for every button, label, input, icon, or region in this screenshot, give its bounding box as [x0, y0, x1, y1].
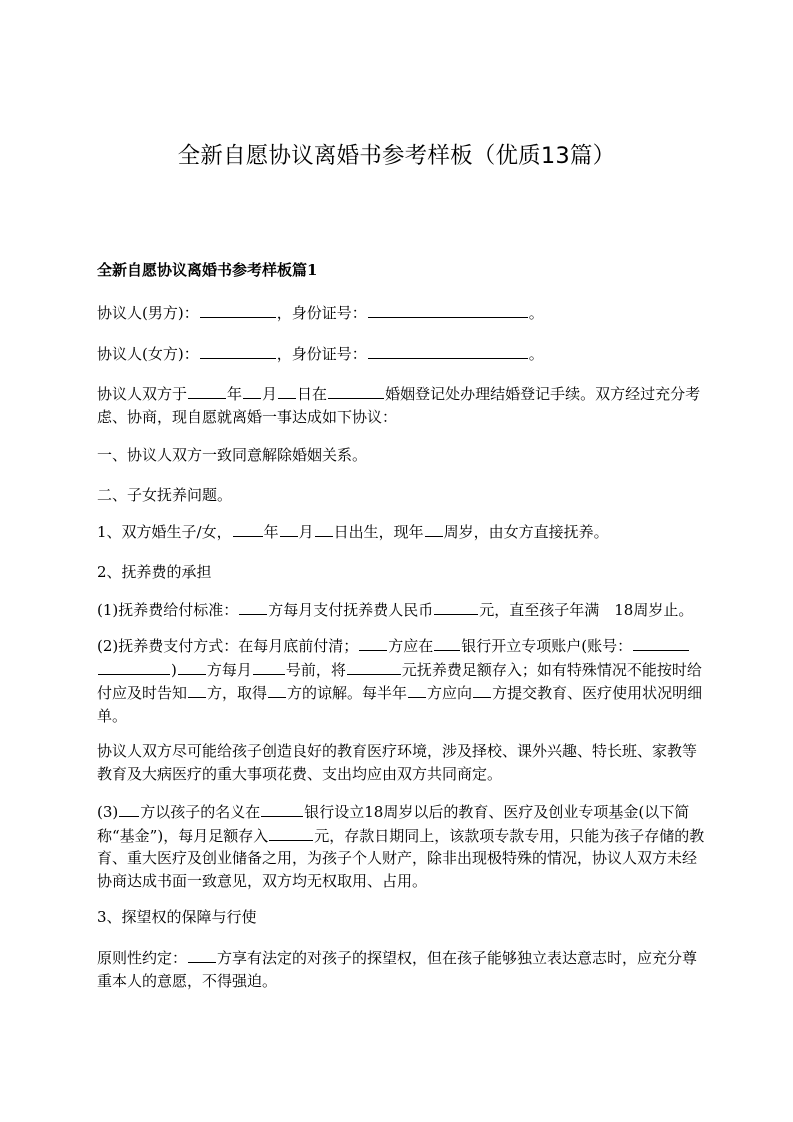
visitation-heading: 3、探望权的保障与行使 [97, 908, 257, 926]
text: (3) [97, 803, 119, 821]
account-number-blank-2[interactable] [98, 658, 170, 675]
education-paragraph: 协议人双方尽可能给孩子创造良好的教育医疗环境，涉及择校、课外兴趣、特长班、家教等教育及大病医疗的重大事项花费、支出均应由双方共同商定。 [97, 742, 698, 783]
child-support-heading: 2、抚养费的承担 [97, 563, 212, 581]
text: 方提交教育、医疗使用状况明细单。 [97, 684, 703, 725]
fund-bank-blank[interactable] [261, 800, 303, 817]
text: ) [171, 660, 177, 679]
text: 年 [227, 385, 243, 403]
birth-year-blank[interactable] [233, 520, 263, 537]
text: 方每月支付抚养费人民币 [268, 601, 434, 619]
pay-day-blank[interactable] [253, 658, 285, 675]
text: 银行开立专项账户(账号： [461, 637, 633, 655]
female-party-line [97, 342, 705, 366]
period: 。 [528, 345, 544, 363]
monthly-payer-blank[interactable] [178, 658, 206, 675]
report-from-blank[interactable] [408, 681, 426, 698]
child-birth-line [97, 520, 705, 544]
text: (2)抚养费支付方式：在每月底前付清； [97, 637, 359, 655]
year-blank[interactable] [188, 382, 226, 399]
account-party-blank[interactable] [359, 634, 387, 651]
male-party-line [97, 301, 705, 325]
birth-month-blank[interactable] [280, 520, 298, 537]
period: 。 [528, 304, 544, 322]
birth-day-blank[interactable] [315, 520, 333, 537]
text: 月 [298, 523, 314, 541]
text: 协议人双方于 [97, 385, 188, 403]
payer-blank[interactable] [239, 598, 267, 615]
section-title: 全新自愿协议离婚书参考样板篇1 [97, 261, 318, 279]
fund-amount-blank[interactable] [269, 824, 313, 841]
age-blank[interactable] [425, 520, 443, 537]
text: 日出生，现年 [333, 523, 424, 541]
text: 号前，将 [285, 660, 346, 679]
female-id-blank[interactable] [368, 342, 528, 359]
text: 银行设立18周岁以后的教育、医疗及创业专项基金(以下简称“基金”)，每月足额存入 [97, 803, 690, 845]
fund-party-blank[interactable] [119, 800, 139, 817]
support-payment-method [97, 634, 705, 727]
male-id-blank[interactable] [368, 301, 528, 318]
text: 方每月 [206, 660, 252, 679]
support-amount-blank[interactable] [347, 658, 401, 675]
visitation-party-blank[interactable] [188, 946, 216, 963]
text: 方以孩子的名义在 [140, 803, 261, 821]
text: 方应向 [427, 684, 473, 702]
notify-party-blank[interactable] [188, 681, 206, 698]
text: 方的谅解。每半年 [287, 684, 408, 702]
text: 周岁，由女方直接抚养。 [443, 523, 609, 541]
amount-blank[interactable] [434, 598, 478, 615]
fund-paragraph [97, 800, 705, 892]
text: 年 [263, 523, 279, 541]
id-label: ，身份证号： [276, 304, 367, 322]
item-one: 一、协议人双方一致同意解除婚姻关系。 [97, 446, 368, 464]
text: 原则性约定： [97, 949, 188, 967]
item-two: 二、子女抚养问题。 [97, 486, 233, 504]
visitation-paragraph [97, 946, 705, 992]
month-blank[interactable] [243, 382, 261, 399]
male-party-label: 协议人(男方)： [97, 304, 199, 322]
text: 方享有法定的对孩子的探望权，但在孩子能够独立表达意志时，应充分尊重本人的意愿，不得强迫。 [97, 949, 698, 990]
bank-blank[interactable] [434, 634, 460, 651]
female-party-label: 协议人(女方)： [97, 345, 199, 363]
registry-blank[interactable] [328, 382, 384, 399]
male-name-blank[interactable] [200, 301, 276, 318]
text: 元，存款日期同上，该款项专款专用，只能为孩子存储的教育、重大医疗及创业储备之用，为孩子个人财产，除非出现极特殊的情况，协议人双方未经协商达成书面一致意见，双方均无权取用、占用。 [97, 826, 705, 890]
support-standard-line [97, 598, 705, 622]
text: 元，直至孩子年满 18周岁止。 [479, 601, 694, 619]
day-blank[interactable] [278, 382, 296, 399]
text: 方，取得 [207, 684, 268, 702]
document-title: 全新自愿协议离婚书参考样板（优质13篇） [177, 143, 616, 169]
text: 元抚养费足额存入；如有特殊情况不能按时给付应及时告知 [97, 660, 702, 702]
paragraph-marriage-registration [97, 382, 705, 428]
id-label: ，身份证号： [276, 345, 367, 363]
text: 日在 [297, 385, 328, 403]
text: 1、双方婚生子/女， [97, 523, 232, 541]
female-name-blank[interactable] [200, 342, 276, 359]
text: 月 [262, 385, 278, 403]
text: 婚姻登记处办理结婚登记手续。双方经过充分考虑、协商，现自愿就离婚一事达成如下协议： [97, 385, 701, 426]
account-number-blank[interactable] [633, 634, 689, 651]
text: 方应在 [388, 637, 434, 655]
understanding-party-blank[interactable] [268, 681, 286, 698]
report-to-blank[interactable] [473, 681, 491, 698]
text: (1)抚养费给付标准： [97, 601, 239, 619]
